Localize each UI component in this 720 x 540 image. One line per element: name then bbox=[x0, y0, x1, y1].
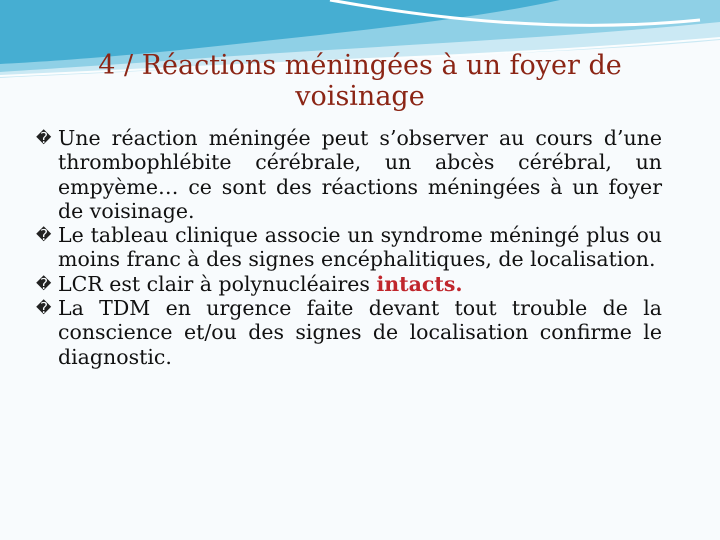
paragraph-1-text: Une réaction méningée peut s’observer au cours d’une thrombophlébite cérébrale, un abcès cérébral, un empyème… ce sont des réactions méningées à un foyer de voisinage. bbox=[58, 126, 662, 223]
slide-title: 4 / Réactions méningées à un foyer de voisinage bbox=[98, 50, 622, 112]
paragraph-2 bbox=[36, 223, 662, 272]
paragraph-4-text: La TDM en urgence faite devant tout trouble de la conscience et/ou des signes de localisation confirme le diagnostic. bbox=[58, 296, 662, 369]
paragraph-2-text: Le tableau clinique associe un syndrome méningé plus ou moins franc à des signes encéphalitiques, de localisation. bbox=[58, 223, 662, 272]
bullet-icon: � bbox=[36, 226, 52, 245]
highlight-intacts: intacts. bbox=[376, 271, 463, 296]
paragraph-4 bbox=[36, 296, 662, 369]
bullet-icon: � bbox=[36, 274, 52, 293]
slide-body bbox=[36, 126, 662, 369]
paragraph-3-text: LCR est clair à polynucléaires bbox=[58, 271, 377, 296]
paragraph-1 bbox=[36, 126, 662, 223]
paragraph-3 bbox=[36, 272, 662, 296]
bullet-icon: � bbox=[36, 299, 52, 318]
bullet-icon: � bbox=[36, 129, 52, 147]
